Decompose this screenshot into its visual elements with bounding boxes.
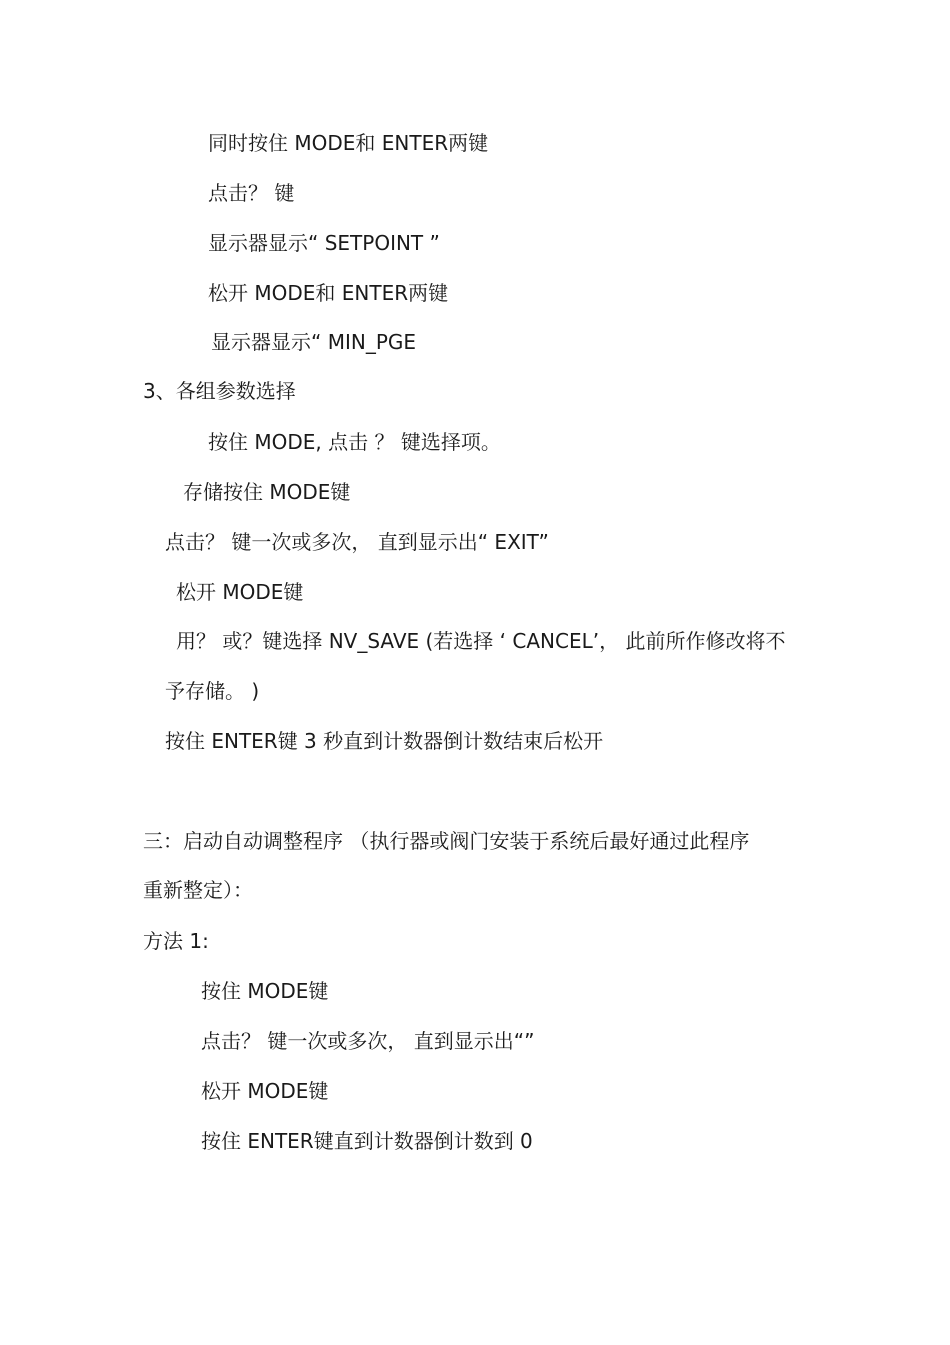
step-click-key: 点击？ 键 [208,181,295,205]
section-heading-auto-tune-cont: 重新整定）： [143,878,253,902]
step-store-hold-mode: 存储按住 MODE键 [183,480,351,504]
method1-hold-mode: 按住 MODE键 [201,979,329,1003]
method1-release-mode: 松开 MODE键 [201,1079,329,1103]
section-heading-parameter-select: 3、各组参数选择 [143,379,296,403]
method1-click-until-display: 点击？ 键一次或多次， 直到显示出“” [201,1029,535,1053]
step-release-mode-enter: 松开 MODE和 ENTER两键 [208,281,449,305]
step-select-nv-save: 用？ 或？键选择 NV_SAVE (若选择 ‘ CANCEL’， 此前所作修改将不 [176,629,786,653]
section-heading-auto-tune: 三：启动自动调整程序 （执行器或阀门安装于系统后最好通过此程序 [143,829,750,853]
step-press-mode-enter: 同时按住 MODE和 ENTER两键 [208,131,489,155]
step-click-until-exit: 点击？ 键一次或多次， 直到显示出“ EXIT” [165,530,549,554]
step-display-setpoint: 显示器显示“ SETPOINT ” [208,231,440,255]
step-hold-enter-3s: 按住 ENTER键 3 秒直到计数器倒计数结束后松开 [165,729,604,753]
step-display-min-pge: 显示器显示“ MIN_PGE [211,330,417,354]
method-1-label: 方法 1: [143,929,209,953]
step-select-nv-save-cont: 予存储。 ) [165,679,260,703]
step-release-mode: 松开 MODE键 [176,580,304,604]
method1-hold-enter-countdown: 按住 ENTER键直到计数器倒计数到 0 [201,1129,533,1153]
step-hold-mode-select: 按住 MODE, 点击 ？ 键选择项。 [208,430,501,454]
